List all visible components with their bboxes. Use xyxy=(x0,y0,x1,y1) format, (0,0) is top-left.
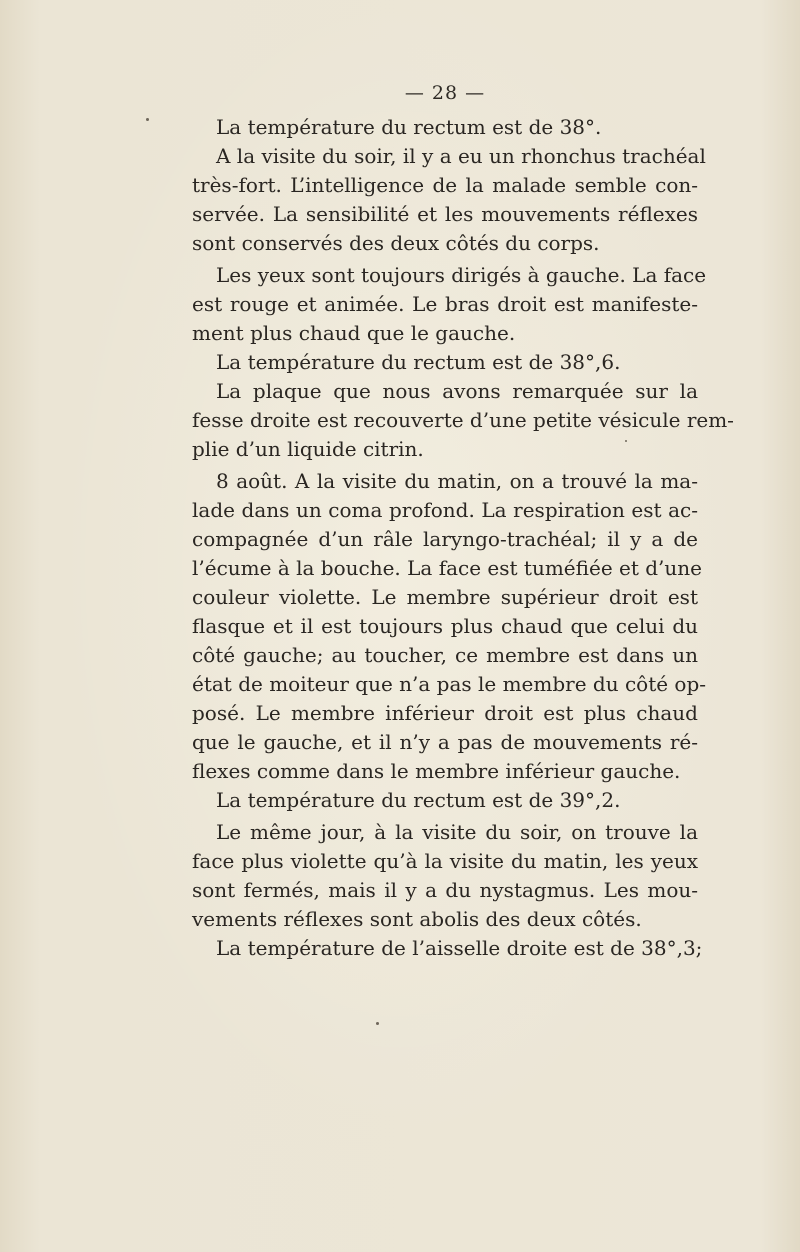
text-line: l’écume à la bouche. La face est tuméfiée et d’une xyxy=(192,556,702,580)
text-line: flexes comme dans le membre inférieur gauche. xyxy=(192,759,681,783)
body-text xyxy=(192,113,734,963)
text-line: ment plus chaud que le gauche. xyxy=(192,321,516,345)
text-line: Le même jour, à la visite du soir, on trouve la xyxy=(216,820,698,844)
paper-speck xyxy=(376,1022,379,1025)
text-line: est rouge et animée. Le bras droit est manifeste- xyxy=(192,292,698,316)
text-line: lade dans un coma profond. La respiration est ac- xyxy=(192,498,698,522)
text-line: fesse droite est recouverte d’une petite vésicule rem- xyxy=(192,408,734,432)
text-line: 8 août. A la visite du matin, on a trouvé la ma- xyxy=(216,469,698,493)
text-line: flasque et il est toujours plus chaud que celui du xyxy=(192,614,698,638)
text-line: servée. La sensibilité et les mouvements réflexes xyxy=(192,202,698,226)
text-line: couleur violette. Le membre supérieur droit est xyxy=(192,585,698,609)
text-line: côté gauche; au toucher, ce membre est dans un xyxy=(192,643,698,667)
text-line: que le gauche, et il n’y a pas de mouvements ré- xyxy=(192,730,698,754)
text-line: compagnée d’un râle laryngo-trachéal; il y a de xyxy=(192,527,698,551)
text-line: état de moiteur que n’a pas le membre du côté op- xyxy=(192,672,707,696)
text-line: A la visite du soir, il y a eu un rhonchus trachéal xyxy=(216,144,706,168)
text-line: La température du rectum est de 38°,6. xyxy=(216,350,621,374)
text-line: La plaque que nous avons remarquée sur la xyxy=(216,379,698,403)
text-line: Les yeux sont toujours dirigés à gauche. La face xyxy=(216,263,707,287)
page-number xyxy=(0,82,800,104)
text-line: face plus violette qu’à la visite du matin, les yeux xyxy=(192,849,698,873)
text-line: vements réflexes sont abolis des deux côtés. xyxy=(192,907,642,931)
text-line: sont fermés, mais il y a du nystagmus. Les mou- xyxy=(192,878,698,902)
text-line: La température du rectum est de 39°,2. xyxy=(216,788,621,812)
text-line: La température de l’aisselle droite est de 38°,3; xyxy=(216,936,703,960)
text-line: plie d’un liquide citrin. xyxy=(192,437,424,461)
text-line: très-fort. L’intelligence de la malade semble con- xyxy=(192,173,698,197)
page-number-text: — 28 — xyxy=(404,82,486,104)
text-line: La température du rectum est de 38°. xyxy=(216,115,602,139)
text-line: sont conservés des deux côtés du corps. xyxy=(192,231,600,255)
text-line: posé. Le membre inférieur droit est plus chaud xyxy=(192,701,698,725)
paper-speck xyxy=(146,118,149,121)
paper-speck xyxy=(625,440,627,442)
